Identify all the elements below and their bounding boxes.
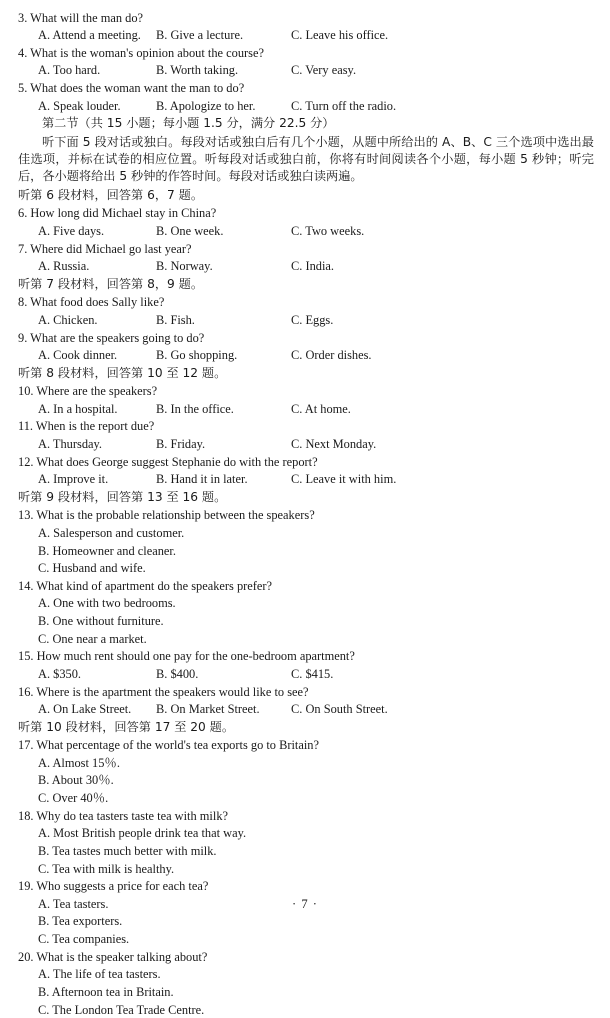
option-c[interactable]: C. Turn off the radio. (291, 98, 397, 113)
option-c[interactable]: C. Leave his office. (291, 28, 389, 43)
option-row (18, 401, 594, 417)
option-b[interactable]: B. On Market Street. (156, 702, 260, 717)
option-c[interactable]: C. Two weeks. (291, 224, 365, 239)
option-line[interactable]: C. Tea with milk is healthy. (38, 861, 175, 876)
listening-material-heading: 听第 7 段材料，回答第 8，9 题。 (18, 276, 204, 291)
option-row (18, 436, 594, 452)
question-text: 19. Who suggests a price for each tea? (18, 879, 209, 894)
listening-material-heading: 听第 10 段材料，回答第 17 至 20 题。 (18, 719, 235, 734)
option-a[interactable]: A. Cook dinner. (38, 348, 118, 363)
option-row (18, 98, 594, 114)
option-line[interactable]: B. Homeowner and cleaner. (38, 543, 176, 558)
page-number: · 7 · (292, 896, 318, 911)
option-a[interactable]: A. Chicken. (38, 312, 98, 327)
option-c[interactable]: C. Order dishes. (291, 348, 372, 363)
option-b[interactable]: B. Friday. (156, 437, 206, 452)
question-list (18, 10, 594, 1018)
option-line[interactable]: B. About 30％. (38, 773, 114, 788)
option-stack (18, 966, 594, 1017)
option-b[interactable]: B. Fish. (156, 312, 195, 327)
question-text: 11. When is the report due? (18, 419, 155, 434)
option-line[interactable]: A. Most British people drink tea that way. (38, 826, 247, 841)
option-a[interactable]: A. Speak louder. (38, 98, 121, 113)
option-b[interactable]: B. Apologize to her. (156, 98, 256, 113)
option-stack (18, 595, 594, 646)
option-row (18, 471, 594, 487)
option-c[interactable]: C. Very easy. (291, 63, 357, 78)
option-c[interactable]: C. Leave it with him. (291, 472, 397, 487)
option-line[interactable]: A. Tea tasters. (38, 896, 109, 911)
question-text: 10. Where are the speakers? (18, 384, 158, 399)
option-row (18, 701, 594, 717)
option-b[interactable]: B. $400. (156, 666, 199, 681)
question-text: 16. Where is the apartment the speakers would like to see? (18, 684, 309, 699)
option-row (18, 666, 594, 682)
option-c[interactable]: C. On South Street. (291, 702, 388, 717)
instructions-paragraph: 听下面 5 段对话或独白。每段对话或独白后有几个小题，从题中所给出的 A、B、C 三个选项中选出最佳选项，并标在试卷的相应位置。听每段对话或独白前，你将有时间阅读各个小题，每小题 5 秒钟；听完后，各小题将给出 5 秒钟的作答时间。每段对话或独白读两遍。 (18, 134, 594, 184)
option-stack (18, 525, 594, 576)
option-line[interactable]: A. One with two bedrooms. (38, 596, 176, 611)
option-line[interactable]: B. One without furniture. (38, 614, 164, 629)
option-line[interactable]: A. Salesperson and customer. (38, 525, 185, 540)
question-text: 6. How long did Michael stay in China? (18, 206, 217, 221)
option-a[interactable]: A. In a hospital. (38, 401, 118, 416)
option-stack (18, 825, 594, 876)
listening-material-heading: 听第 8 段材料，回答第 10 至 12 题。 (18, 365, 227, 380)
option-a[interactable]: A. Russia. (38, 259, 90, 274)
question-text: 18. Why do tea tasters taste tea with milk? (18, 808, 229, 823)
question-text: 15. How much rent should one pay for the one-bedroom apartment? (18, 649, 355, 664)
option-line[interactable]: C. The London Tea Trade Centre. (38, 1002, 205, 1017)
listening-material-heading: 听第 6 段材料，回答第 6，7 题。 (18, 188, 204, 203)
option-row (18, 347, 594, 363)
question-text: 5. What does the woman want the man to do? (18, 81, 245, 95)
question-text: 20. What is the speaker talking about? (18, 949, 208, 964)
option-line[interactable]: B. Tea tastes much better with milk. (38, 843, 217, 858)
option-line[interactable]: A. The life of tea tasters. (38, 967, 161, 982)
option-a[interactable]: A. $350. (38, 666, 82, 681)
option-c[interactable]: C. India. (291, 259, 335, 274)
option-b[interactable]: B. Give a lecture. (156, 28, 244, 43)
option-c[interactable]: C. Next Monday. (291, 437, 377, 452)
question-text: 9. What are the speakers going to do? (18, 330, 205, 345)
question-text: 17. What percentage of the world's tea exports go to Britain? (18, 738, 320, 753)
option-stack (18, 755, 594, 806)
option-a[interactable]: A. Too hard. (38, 63, 101, 78)
option-a[interactable]: A. Attend a meeting. (38, 28, 141, 43)
option-line[interactable]: A. Almost 15％. (38, 755, 120, 770)
option-row (18, 27, 594, 43)
option-a[interactable]: A. Five days. (38, 224, 105, 239)
question-text: 4. What is the woman's opinion about the course? (18, 45, 264, 60)
option-a[interactable]: A. Improve it. (38, 472, 109, 487)
option-line[interactable]: C. Tea companies. (38, 932, 130, 947)
option-b[interactable]: B. Hand it in later. (156, 472, 248, 487)
option-line[interactable]: B. Afternoon tea in Britain. (38, 984, 174, 999)
option-c[interactable]: C. Eggs. (291, 312, 334, 327)
option-row (18, 62, 594, 78)
option-b[interactable]: B. Worth taking. (156, 63, 239, 78)
option-b[interactable]: B. In the office. (156, 401, 234, 416)
option-b[interactable]: B. One week. (156, 224, 224, 239)
option-b[interactable]: B. Norway. (156, 259, 213, 274)
option-line[interactable]: C. Over 40％. (38, 791, 109, 806)
option-c[interactable]: C. $415. (291, 666, 334, 681)
question-text: 3. What will the man do? (18, 10, 144, 25)
option-c[interactable]: C. At home. (291, 401, 351, 416)
option-line[interactable]: B. Tea exporters. (38, 914, 123, 929)
question-text: 13. What is the probable relationship between the speakers? (18, 508, 315, 523)
section-heading: 第二节（共 15 小题；每小题 1.5 分，满分 22.5 分） (42, 115, 335, 130)
option-row (18, 223, 594, 239)
option-a[interactable]: A. On Lake Street. (38, 702, 132, 717)
question-text: 8. What food does Sally like? (18, 295, 165, 310)
listening-material-heading: 听第 9 段材料，回答第 13 至 16 题。 (18, 489, 227, 504)
question-text: 7. Where did Michael go last year? (18, 241, 192, 256)
option-line[interactable]: C. One near a market. (38, 631, 147, 646)
question-text: 14. What kind of apartment do the speakers prefer? (18, 578, 273, 593)
option-line[interactable]: C. Husband and wife. (38, 561, 146, 576)
question-text: 12. What does George suggest Stephanie do with the report? (18, 454, 318, 469)
option-b[interactable]: B. Go shopping. (156, 348, 238, 363)
option-row (18, 258, 594, 274)
option-a[interactable]: A. Thursday. (38, 437, 103, 452)
option-row (18, 312, 594, 328)
